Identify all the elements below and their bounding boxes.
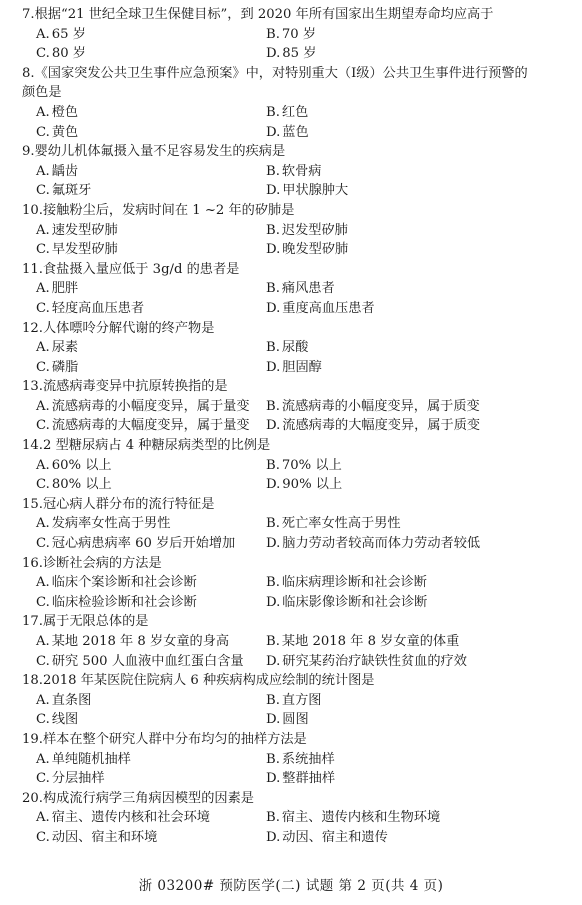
- option-text: 临床个案诊断和社会诊断: [51, 575, 197, 591]
- option-text: 氟斑牙: [51, 183, 92, 199]
- option-letter: A.: [36, 457, 50, 473]
- option-letter: C.: [36, 183, 50, 199]
- answer-option: [266, 456, 582, 476]
- option-grid: [22, 691, 570, 730]
- question-number: 8.: [22, 65, 35, 81]
- answer-option: [266, 691, 582, 711]
- option-letter: D.: [266, 712, 281, 728]
- option-text: 临床影像诊断和社会诊断: [282, 594, 428, 610]
- answer-option: [36, 358, 266, 378]
- question-stem: [22, 789, 570, 809]
- answer-option: [266, 416, 582, 436]
- answer-option: [36, 397, 266, 417]
- option-letter: C.: [36, 653, 50, 669]
- question-number: 14.: [22, 438, 43, 454]
- option-letter: D.: [266, 536, 281, 552]
- option-text: 直方图: [281, 692, 322, 708]
- option-letter: B.: [266, 457, 280, 473]
- option-text: 分层抽样: [51, 771, 105, 787]
- answer-option: [266, 162, 582, 182]
- option-letter: D.: [266, 829, 281, 845]
- option-text: 单纯随机抽样: [51, 751, 131, 767]
- option-letter: B.: [266, 692, 280, 708]
- question-number: 19.: [22, 731, 43, 747]
- question-stem: [22, 554, 570, 574]
- option-text: 研究某药治疗缺铁性贫血的疗效: [282, 653, 467, 669]
- option-letter: C.: [36, 712, 50, 728]
- option-letter: D.: [266, 771, 281, 787]
- question-text: 《国家突发公共卫生事件应急预案》中，对特别重大（Ⅰ级）公共卫生事件进行预警的: [34, 65, 528, 81]
- answer-option: [36, 299, 266, 319]
- option-text: 速发型矽肺: [51, 222, 118, 238]
- option-letter: C.: [36, 242, 50, 258]
- question-item: [22, 436, 570, 495]
- option-letter: A.: [36, 104, 50, 120]
- question-text: 接触粉尘后，发病时间在 1 ~2 年的矽肺是: [42, 202, 295, 218]
- option-text: 某地 2018 年 8 岁女童的身高: [51, 634, 230, 649]
- answer-option: [36, 514, 266, 534]
- answer-option: [266, 475, 582, 495]
- question-item: [22, 554, 570, 613]
- option-letter: A.: [36, 634, 50, 649]
- question-text: 2 型糖尿病占 4 种糖尿病类型的比例是: [42, 438, 271, 454]
- option-letter: C.: [36, 771, 50, 787]
- option-text: 早发型矽肺: [51, 242, 118, 258]
- option-letter: C.: [36, 46, 50, 62]
- option-letter: B.: [266, 398, 280, 414]
- option-letter: C.: [36, 124, 50, 140]
- answer-option: [266, 710, 582, 730]
- option-text: 临床检验诊断和社会诊断: [51, 594, 197, 610]
- option-grid: [22, 338, 570, 377]
- answer-option: [266, 828, 582, 848]
- option-text: 发病率女性高于男性: [51, 516, 171, 532]
- answer-option: [266, 514, 582, 534]
- question-item: [22, 142, 570, 201]
- question-number: 15.: [22, 496, 43, 512]
- option-text: 迟发型矽肺: [281, 222, 348, 238]
- option-text: 研究 500 人血液中血红蛋白含量: [51, 653, 244, 669]
- option-text: 宿主、遗传内核和社会环境: [51, 810, 210, 826]
- question-text-continued: 颜色是: [22, 85, 62, 101]
- answer-option: [266, 573, 582, 593]
- answer-option: [266, 181, 582, 201]
- option-text: 60% 以上: [51, 457, 112, 473]
- answer-option: [266, 279, 582, 299]
- question-stem: [22, 612, 570, 632]
- question-number: 9.: [22, 144, 35, 160]
- answer-option: [36, 808, 266, 828]
- question-number: 10.: [22, 202, 43, 218]
- option-text: 磷脂: [51, 359, 79, 375]
- option-text: 橙色: [51, 104, 79, 120]
- option-letter: B.: [266, 163, 280, 179]
- option-text: 整群抽样: [282, 771, 336, 787]
- answer-option: [36, 750, 266, 770]
- option-text: 90% 以上: [282, 477, 343, 493]
- answer-option: [36, 475, 266, 495]
- option-text: 红色: [281, 104, 309, 120]
- question-stem: [22, 495, 570, 515]
- answer-option: [36, 162, 266, 182]
- answer-option: [266, 299, 582, 319]
- option-letter: C.: [36, 477, 50, 493]
- option-text: 死亡率女性高于男性: [281, 516, 401, 532]
- question-stem: [22, 730, 570, 750]
- answer-option: [36, 44, 266, 64]
- option-grid: [22, 397, 570, 436]
- option-grid: [22, 103, 570, 142]
- option-text: 70% 以上: [281, 457, 342, 473]
- option-text: 80% 以上: [51, 477, 112, 493]
- option-text: 软骨病: [281, 163, 322, 179]
- option-letter: B.: [266, 810, 280, 826]
- option-letter: B.: [266, 104, 280, 120]
- question-text: 诊断社会病的方法是: [42, 555, 162, 571]
- option-letter: B.: [266, 634, 280, 649]
- option-letter: C.: [36, 359, 50, 375]
- option-text: 重度高血压患者: [282, 300, 375, 316]
- option-text: 蓝色: [282, 124, 309, 140]
- question-text: 属于无限总体的是: [42, 614, 149, 630]
- answer-option: [36, 103, 266, 123]
- option-letter: D.: [266, 477, 281, 493]
- option-text: 直条图: [51, 692, 92, 708]
- answer-option: [266, 632, 582, 652]
- question-stem: [22, 377, 570, 397]
- question-item: [22, 671, 570, 730]
- option-letter: A.: [36, 340, 50, 356]
- option-letter: A.: [36, 516, 50, 532]
- answer-option: [266, 769, 582, 789]
- question-text: 食盐摄入量应低于 3g/d 的患者是: [42, 261, 240, 277]
- option-text: 痛风患者: [281, 281, 335, 297]
- option-letter: B.: [266, 222, 280, 238]
- question-number: 16.: [22, 555, 43, 571]
- answer-option: [36, 828, 266, 848]
- option-grid: [22, 808, 570, 847]
- answer-option: [36, 279, 266, 299]
- question-text: 样本在整个研究人群中分布均匀的抽样方法是: [42, 731, 307, 747]
- option-grid: [22, 162, 570, 201]
- question-list: [22, 5, 570, 848]
- answer-option: [266, 123, 582, 143]
- option-text: 70 岁: [281, 26, 317, 42]
- question-number: 12.: [22, 320, 43, 336]
- option-text: 晚发型矽肺: [282, 242, 349, 258]
- question-text: 婴幼儿机体氟摄入量不足容易发生的疾病是: [34, 144, 286, 160]
- option-letter: B.: [266, 340, 280, 356]
- question-item: [22, 64, 570, 142]
- option-text: 轻度高血压患者: [51, 300, 145, 316]
- question-stem: [22, 319, 570, 339]
- answer-option: [36, 240, 266, 260]
- question-stem: [22, 64, 570, 84]
- option-letter: B.: [266, 575, 280, 591]
- answer-option: [36, 632, 266, 652]
- question-number: 11.: [22, 261, 43, 277]
- option-letter: D.: [266, 183, 281, 199]
- answer-option: [36, 769, 266, 789]
- question-text: 流感病毒变异中抗原转换指的是: [42, 379, 228, 395]
- question-stem: [22, 201, 570, 221]
- question-text: 冠心病人群分布的流行特征是: [42, 496, 215, 512]
- question-item: [22, 5, 570, 64]
- option-letter: C.: [36, 418, 50, 434]
- option-letter: D.: [266, 594, 281, 610]
- option-grid: [22, 632, 570, 671]
- answer-option: [36, 338, 266, 358]
- option-letter: A.: [36, 26, 50, 42]
- answer-option: [36, 534, 266, 554]
- option-letter: C.: [36, 536, 50, 552]
- answer-option: [266, 221, 582, 241]
- option-letter: B.: [266, 26, 280, 42]
- option-text: 系统抽样: [281, 751, 335, 767]
- option-text: 流感病毒的小幅度变异，属于质变: [281, 398, 480, 414]
- answer-option: [36, 181, 266, 201]
- answer-option: [36, 221, 266, 241]
- answer-option: [36, 456, 266, 476]
- question-item: [22, 319, 570, 378]
- option-letter: D.: [266, 359, 281, 375]
- option-letter: B.: [266, 281, 280, 297]
- option-text: 85 岁: [282, 46, 317, 62]
- option-text: 某地 2018 年 8 岁女童的体重: [281, 634, 460, 649]
- question-stem: [22, 671, 570, 691]
- answer-option: [36, 123, 266, 143]
- option-text: 龋齿: [51, 163, 79, 179]
- option-letter: A.: [36, 575, 50, 591]
- option-letter: A.: [36, 751, 50, 767]
- question-number: 13.: [22, 379, 43, 395]
- option-letter: D.: [266, 124, 281, 140]
- option-grid: [22, 221, 570, 260]
- answer-option: [266, 652, 582, 672]
- option-grid: [22, 573, 570, 612]
- answer-option: [266, 103, 582, 123]
- option-text: 动因、宿主和环境: [51, 829, 158, 845]
- option-letter: A.: [36, 163, 50, 179]
- question-stem: [22, 260, 570, 280]
- question-item: [22, 789, 570, 848]
- question-text: 人体嘌呤分解代谢的终产物是: [42, 320, 215, 336]
- option-text: 胆固醇: [282, 359, 322, 375]
- question-number: 17.: [22, 614, 43, 630]
- question-text: 根据“21 世纪全球卫生保健目标”，到 2020 年所有国家出生期望寿命均应高于: [34, 7, 494, 22]
- option-text: 黄色: [51, 124, 79, 140]
- answer-option: [266, 808, 582, 828]
- option-grid: [22, 279, 570, 318]
- option-letter: C.: [36, 594, 50, 610]
- answer-option: [36, 573, 266, 593]
- answer-option: [36, 710, 266, 730]
- option-letter: D.: [266, 46, 281, 62]
- option-text: 流感病毒的大幅度变异，属于量变: [51, 418, 250, 434]
- option-text: 尿素: [51, 340, 79, 356]
- option-text: 宿主、遗传内核和生物环境: [281, 810, 441, 826]
- option-text: 圆图: [282, 712, 309, 728]
- option-text: 65 岁: [51, 26, 86, 42]
- option-text: 线图: [51, 712, 79, 728]
- option-text: 冠心病患病率 60 岁后开始增加: [51, 536, 236, 552]
- option-letter: D.: [266, 418, 281, 434]
- answer-option: [266, 240, 582, 260]
- option-letter: D.: [266, 300, 281, 316]
- answer-option: [36, 691, 266, 711]
- answer-option: [36, 25, 266, 45]
- answer-option: [266, 44, 582, 64]
- option-letter: A.: [36, 810, 50, 826]
- question-item: [22, 260, 570, 319]
- question-stem: [22, 5, 570, 25]
- question-text: 构成流行病学三角病因模型的因素是: [42, 790, 254, 806]
- option-letter: C.: [36, 829, 50, 845]
- question-number: 7.: [22, 7, 35, 22]
- option-grid: [22, 456, 570, 495]
- option-text: 动因、宿主和遗传: [282, 829, 388, 845]
- option-letter: A.: [36, 398, 50, 414]
- answer-option: [266, 25, 582, 45]
- answer-option: [266, 750, 582, 770]
- option-letter: A.: [36, 222, 50, 238]
- option-letter: A.: [36, 692, 50, 708]
- option-letter: B.: [266, 516, 280, 532]
- answer-option: [266, 534, 582, 554]
- answer-option: [36, 593, 266, 613]
- option-text: 脑力劳动者较高而体力劳动者较低: [282, 536, 481, 552]
- answer-option: [36, 416, 266, 436]
- page-footer: 浙 03200# 预防医学(二) 试题 第 2 页(共 4 页): [138, 878, 444, 894]
- option-grid: [22, 25, 570, 64]
- option-letter: C.: [36, 300, 50, 316]
- answer-option: [266, 358, 582, 378]
- option-letter: D.: [266, 653, 281, 669]
- option-text: 流感病毒的小幅度变异，属于量变: [51, 398, 250, 414]
- question-text: 2018 年某医院住院病人 6 种疾病构成应绘制的统计图是: [42, 673, 375, 689]
- option-text: 临床病理诊断和社会诊断: [281, 575, 427, 591]
- option-text: 甲状腺肿大: [282, 183, 349, 199]
- question-item: [22, 377, 570, 436]
- question-item: [22, 495, 570, 554]
- option-letter: A.: [36, 281, 50, 297]
- question-stem: [22, 436, 570, 456]
- question-item: [22, 201, 570, 260]
- question-item: [22, 730, 570, 789]
- option-letter: D.: [266, 242, 281, 258]
- option-text: 80 岁: [51, 46, 86, 62]
- answer-option: [36, 652, 266, 672]
- answer-option: [266, 338, 582, 358]
- question-number: 18.: [22, 673, 43, 689]
- question-stem: [22, 142, 570, 162]
- option-text: 肥胖: [51, 281, 79, 297]
- answer-option: [266, 593, 582, 613]
- option-grid: [22, 750, 570, 789]
- option-letter: B.: [266, 751, 280, 767]
- question-number: 20.: [22, 790, 43, 806]
- question-item: [22, 612, 570, 671]
- option-text: 尿酸: [281, 340, 309, 356]
- option-grid: [22, 514, 570, 553]
- option-text: 流感病毒的大幅度变异，属于质变: [282, 418, 481, 434]
- answer-option: [266, 397, 582, 417]
